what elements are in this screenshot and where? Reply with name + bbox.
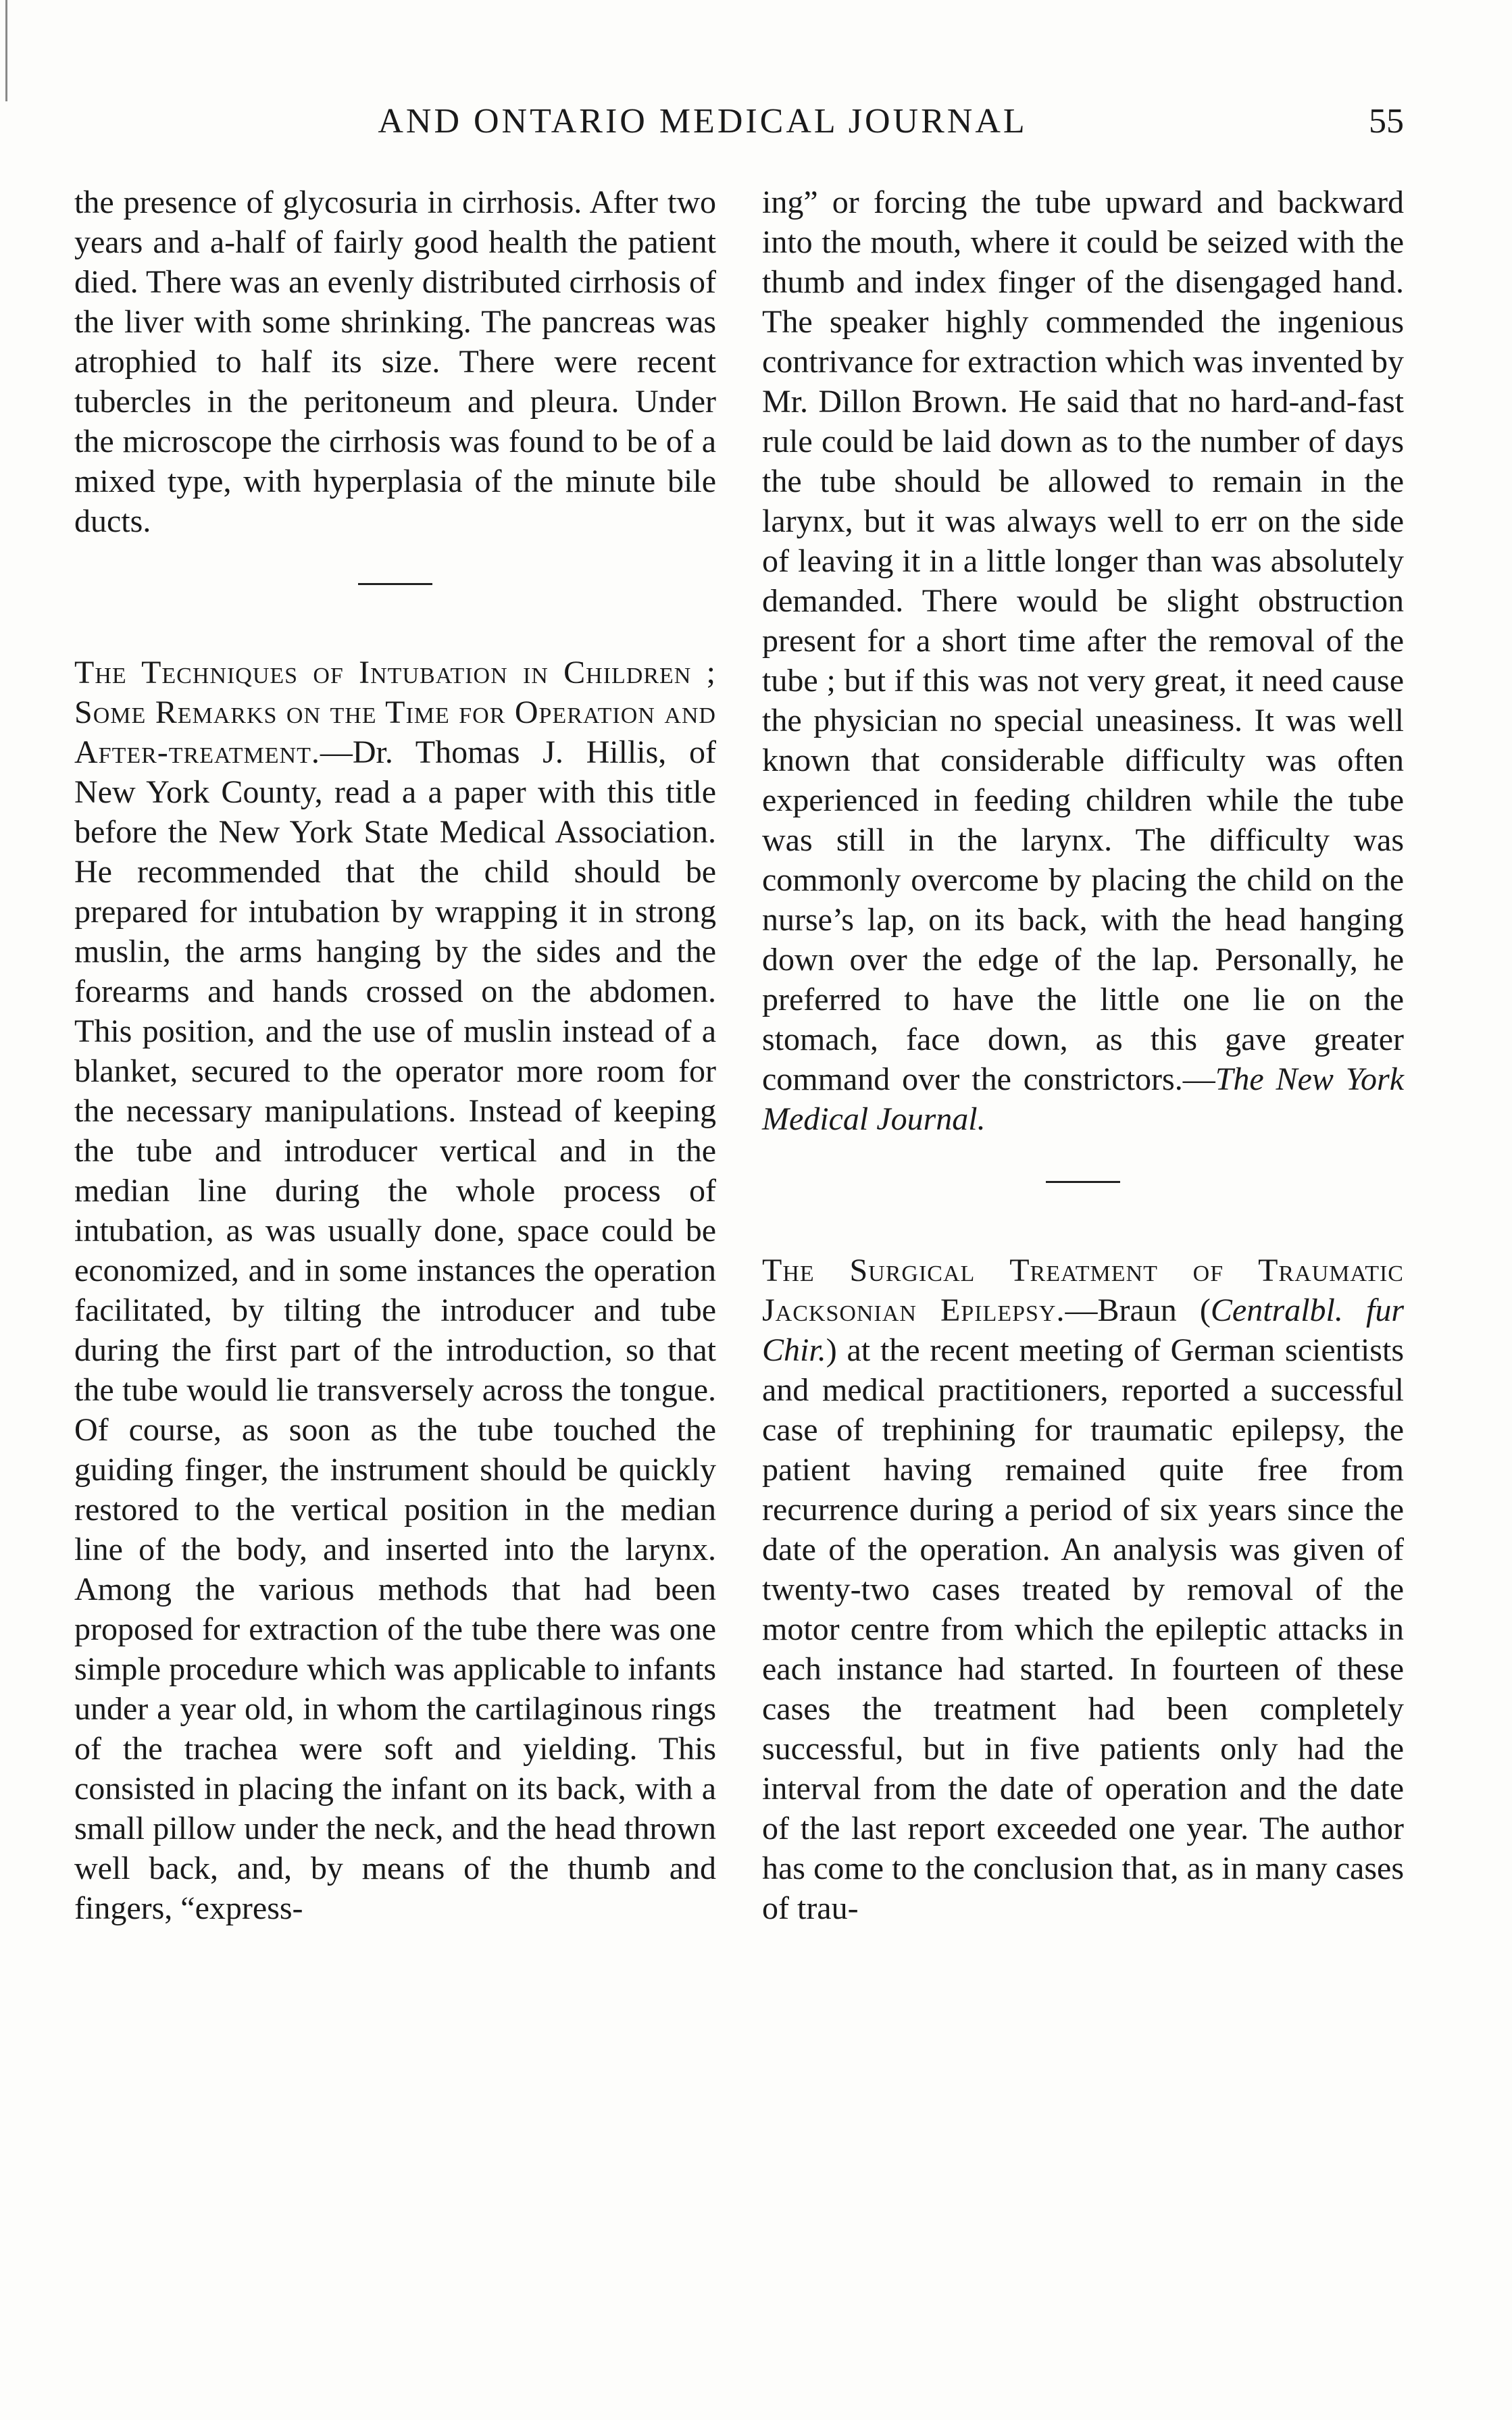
continued-paragraph [762, 182, 1404, 1139]
article-intubation [74, 653, 716, 1928]
citation: The New York Medical Journal. [762, 1061, 1405, 1137]
article-body: —Dr. Thomas J. Hillis, of New York County, read a a paper with this title before the New York State Medical Association. He recommended that the child should be prepared for intubation by wrapping it in strong muslin, the arms hanging by the sides and the forearms and hands crossed on the abdomen. This position, and the use of muslin instead of a blanket, secured to the operator more room for the necessary manipulations. Instead of keeping the tube and introducer vertical and in the median line during the whole process of intubation, as was usually done, space could be economized, and in some instances the operation facilitated, by tilting the introducer and tube during the first part of the introduction, so that the tube would lie transversely across the tongue. Of course, as soon as the tube touched the guiding finger, the instrument should be quickly restored to the vertical position in the median line of the body, and inserted into the larynx. Among the various methods that had been proposed for extraction of the tube there was one simple procedure which was applicable to infants under a year old, in whom the cartilaginous rings of the trachea were soft and yielding. This consisted in placing the infant on its back, with a small pillow under the neck, and the head thrown well back, and, by means of the thumb and fingers, “express- [74, 734, 716, 1926]
running-head: AND ONTARIO MEDICAL JOURNAL [378, 102, 1028, 141]
continued-paragraph: the presence of glycosuria in cirrhosis. After two years and a-half of fairly good health the patient died. There was an evenly distributed cirrhosis of the liver with some shrinking. The pancreas was atrophied to half its size. There were recent tubercles in the peritoneum and pleura. Under the microscope the cirrhosis was found to be of a mixed type, with hyperplasia of the minute bile ducts. [74, 184, 716, 539]
article-title: The Techniques of Intubation in Children ; Some Remarks on the Time for Operation and After-treatment. [74, 655, 716, 770]
left-column [74, 182, 716, 1928]
article-body: ) at the recent meeting of German scientists and medical practitioners, reported a successful case of trephining for traumatic epilepsy, the patient having remained quite free from recurrence during a period of six years since the date of the operation. An analysis was given of twenty-two cases treated by removal of the motor centre from which the epileptic attacks in each instance had started. In fourteen of these cases the treatment had been completely successful, but in five patients only had the interval from the date of operation and the date of the last report exceeded one year. The author has come to the conclusion that, as in many cases of trau- [762, 1332, 1404, 1926]
right-column [762, 182, 1404, 1928]
paragraph-text: ing” or forcing the tube upward and backward into the mouth, where it could be seized with the thumb and index finger of the disengaged hand. The speaker highly commended the ingenious contrivance for extraction which was invented by Mr. Dillon Brown. He said that no hard-and-fast rule could be laid down as to the number of days the tube should be allowed to remain in the larynx, but it was always well to err on the side of leaving it in a little longer than was absolutely demanded. There would be slight obstruction present for a short time after the removal of the tube ; but if this was not very great, it need cause the physician no special uneasiness. It was well known that considerable difficulty was often experienced in feeding children while the tube was still in the larynx. The difficulty was commonly overcome by placing the child on the nurse’s lap, on its back, with the head hanging down over the edge of the lap. Personally, he preferred to have the little one lie on the stomach, face down, as this gave greater command over the constrictors.— [762, 184, 1404, 1097]
article-epilepsy [762, 1251, 1404, 1928]
source-citation: Centralbl. fur Chir. [762, 1292, 1404, 1368]
section-divider [1046, 1181, 1120, 1183]
binding-edge-mark [5, 0, 10, 101]
article-title: The Surgical Treatment of Traumatic Jacksonian Epilepsy. [762, 1253, 1404, 1328]
page-number: 55 [1369, 102, 1404, 141]
article-body-intro: —Braun ( [1065, 1292, 1211, 1328]
section-divider [358, 583, 432, 585]
